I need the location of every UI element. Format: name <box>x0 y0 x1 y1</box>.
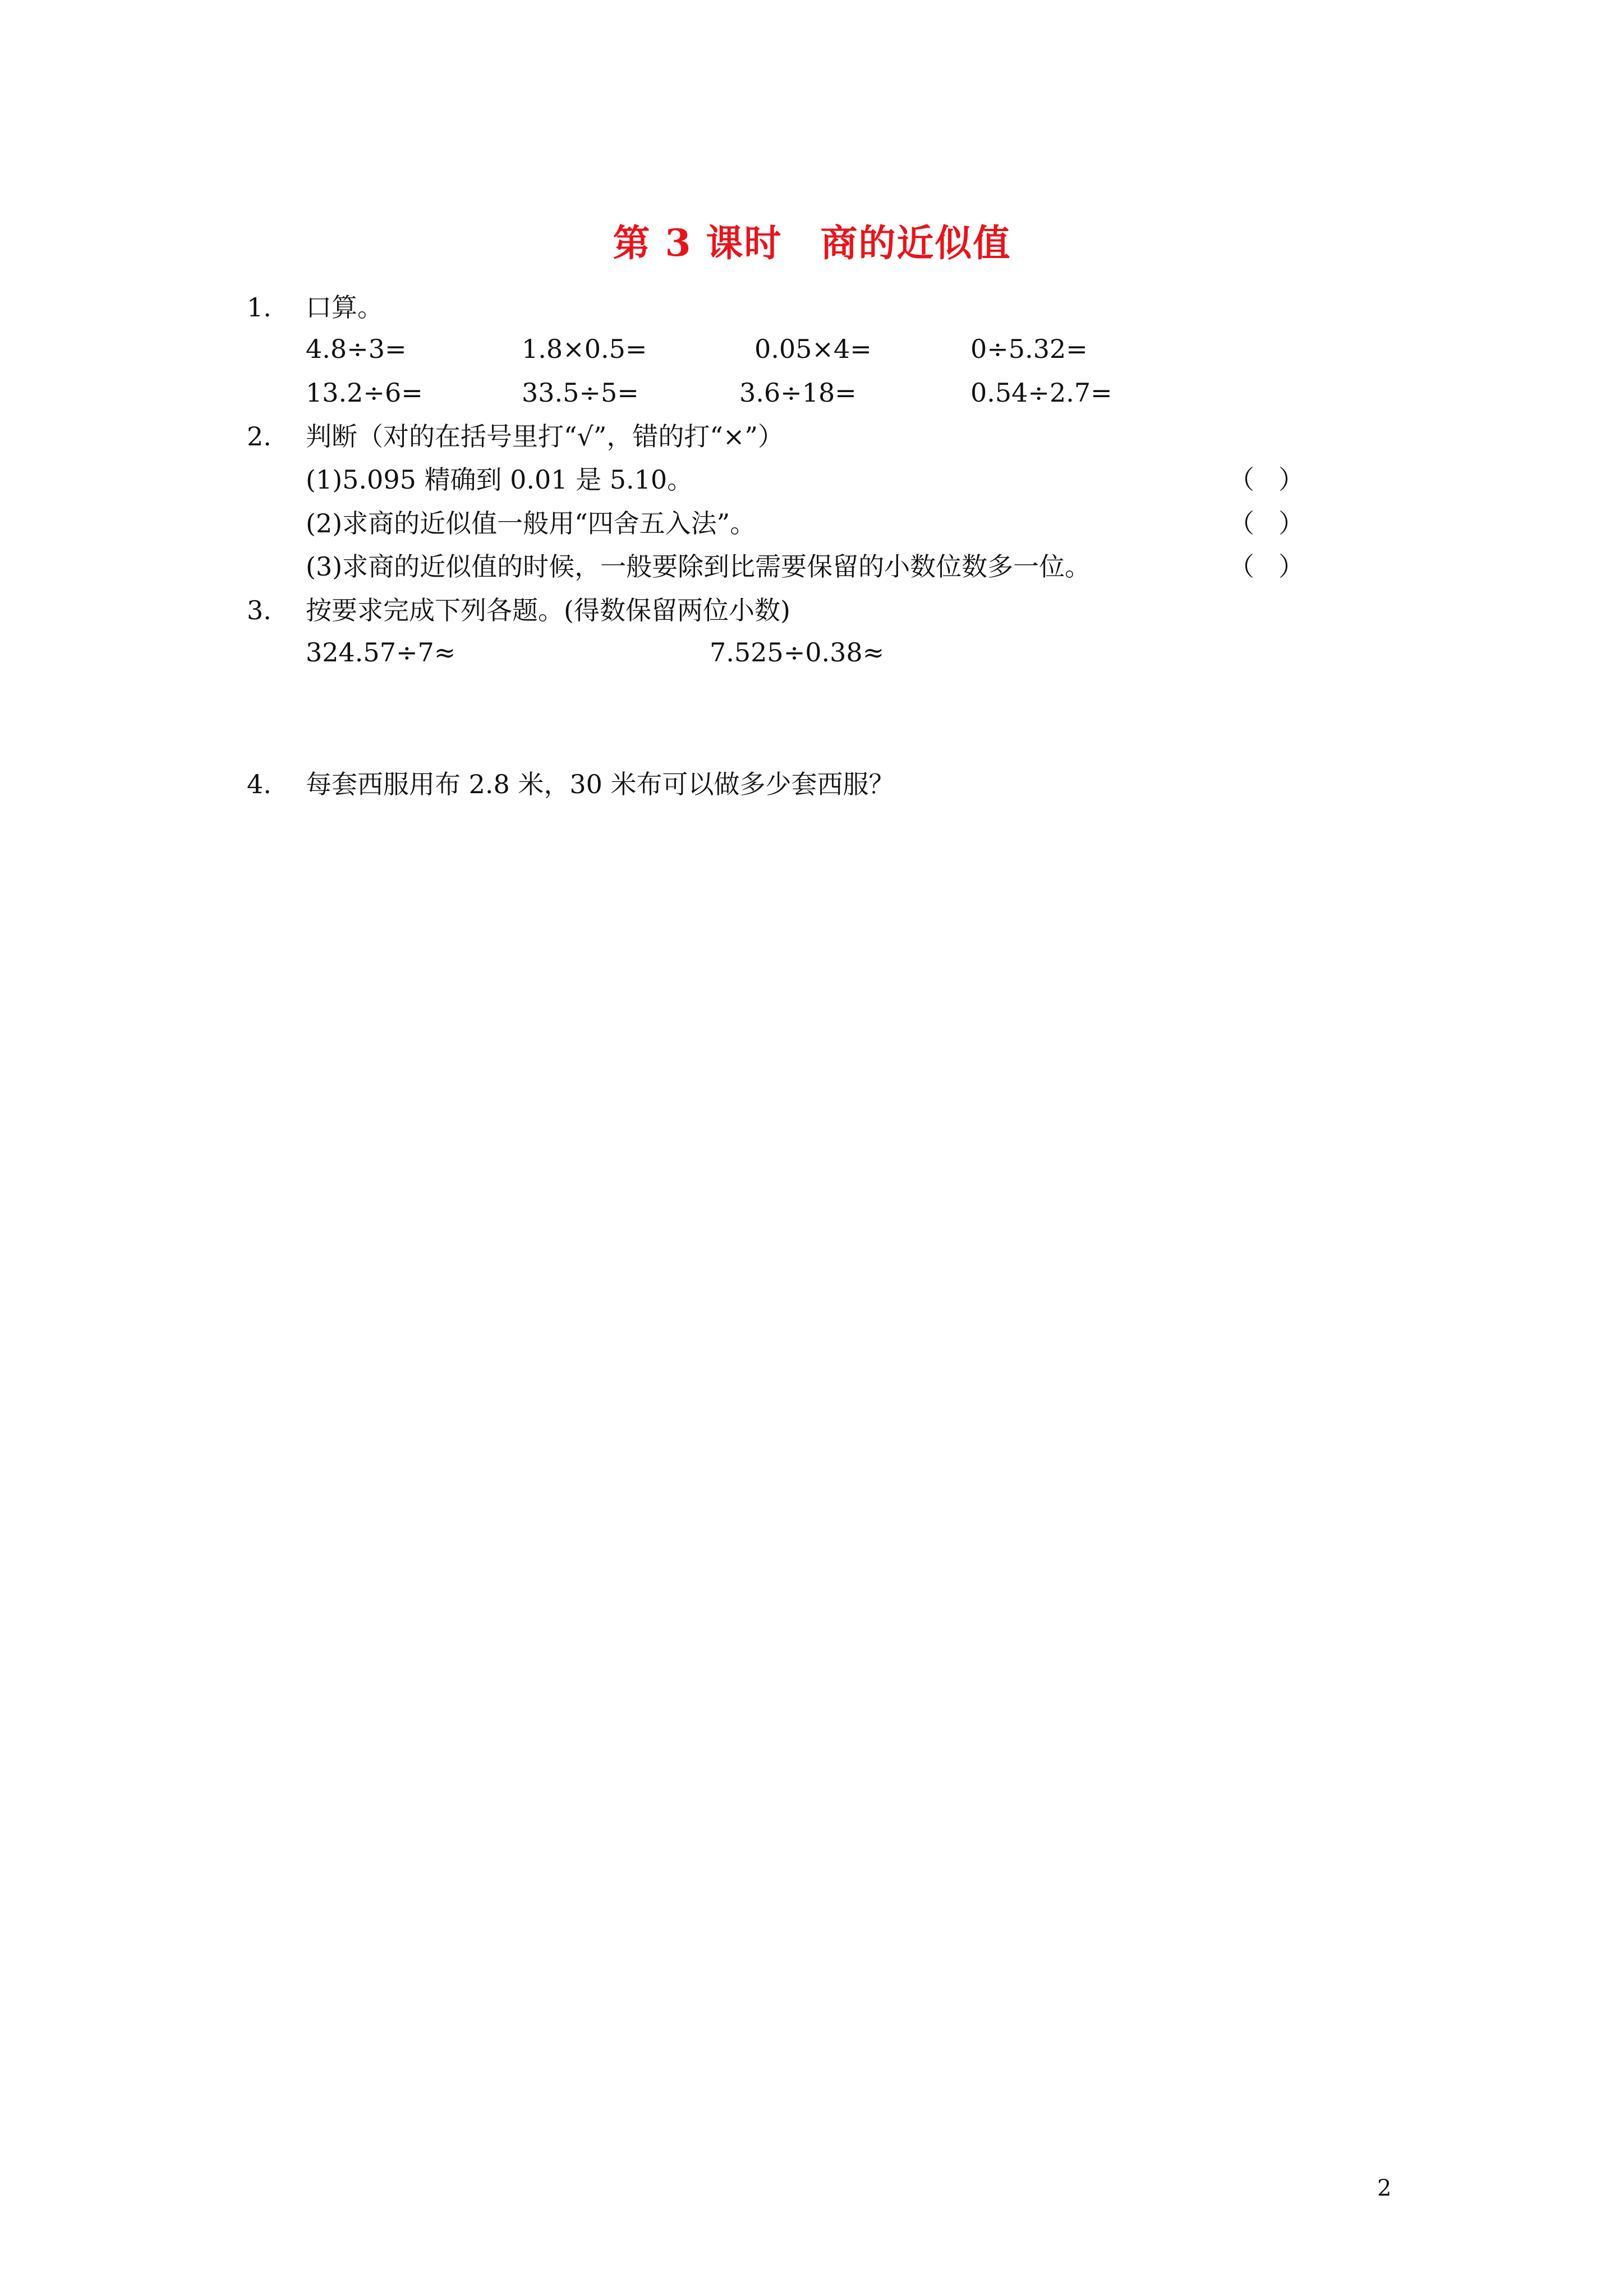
paren-open: （ <box>1229 551 1254 582</box>
answer-parentheses[interactable] <box>1229 550 1304 583</box>
page-title: 第 3 课时 商的近似值 <box>613 221 1011 265</box>
oral-calc-item: 0÷5.32= <box>970 334 1088 364</box>
answer-parentheses[interactable] <box>1229 463 1304 496</box>
question-text: 口算。 <box>306 292 383 323</box>
answer-parentheses[interactable] <box>1229 507 1304 540</box>
question-text: 每套西服用布 2.8 米，30 米布可以做多少套西服？ <box>306 769 895 799</box>
oral-calc-item: 3.6÷18= <box>739 378 857 408</box>
paren-close: ） <box>1278 551 1304 582</box>
judgement-item: (1)5.095 精确到 0.01 是 5.10。 <box>306 464 693 495</box>
oral-calc-item: 0.05×4= <box>755 334 872 364</box>
question-text: 按要求完成下列各题。(得数保留两位小数) <box>306 595 790 625</box>
judgement-item: (3)求商的近似值的时候，一般要除到比需要保留的小数位数多一位。 <box>306 551 1091 582</box>
paren-close: ） <box>1278 464 1304 495</box>
oral-calc-item: 0.54÷2.7= <box>970 378 1112 408</box>
oral-calc-item: 1.8×0.5= <box>522 334 647 364</box>
question-number: 4. <box>247 769 272 799</box>
paren-open: （ <box>1229 508 1254 539</box>
calc-item: 324.57÷7≈ <box>306 637 456 668</box>
oral-calc-item: 33.5÷5= <box>522 378 639 408</box>
calc-item: 7.525÷0.38≈ <box>710 637 885 668</box>
judgement-item: (2)求商的近似值一般用“四舍五入法”。 <box>306 508 756 539</box>
question-text: 判断（对的在括号里打“√”，错的打“×”） <box>306 421 784 452</box>
oral-calc-item: 13.2÷6= <box>306 378 423 408</box>
paren-open: （ <box>1229 464 1254 495</box>
question-number: 2. <box>247 421 272 452</box>
question-number: 1. <box>247 292 272 323</box>
page-number: 2 <box>1377 2175 1392 2201</box>
paren-close: ） <box>1278 508 1304 539</box>
question-number: 3. <box>247 595 272 625</box>
oral-calc-item: 4.8÷3= <box>306 334 407 364</box>
